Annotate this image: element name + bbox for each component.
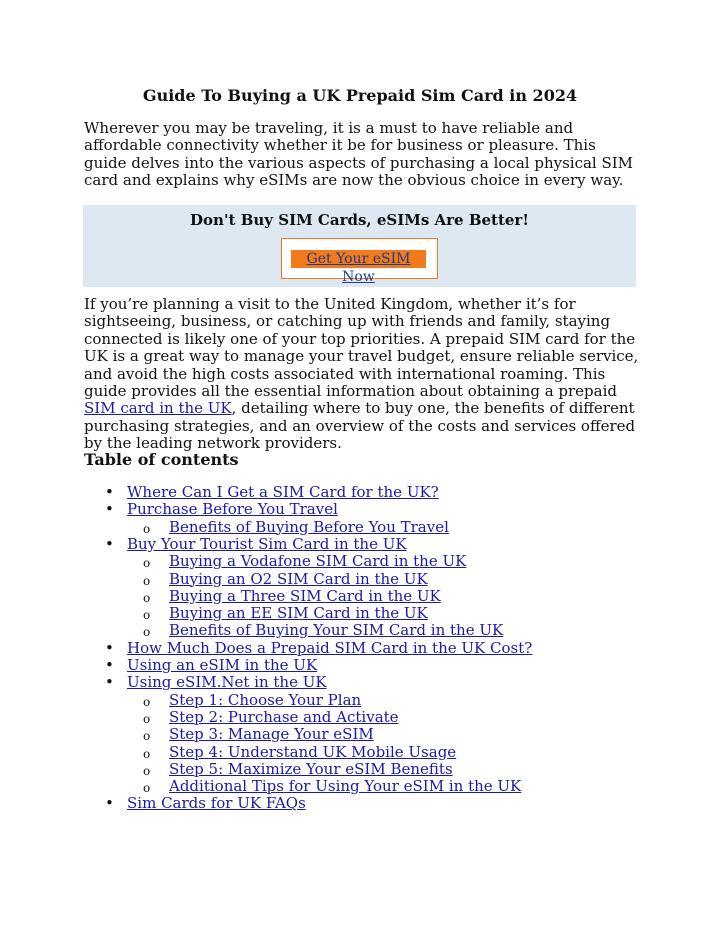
bullet-icon: • [105, 483, 114, 501]
toc-link[interactable]: Step 2: Purchase and Activate [169, 707, 399, 726]
circle-bullet-icon: o [143, 711, 151, 726]
circle-bullet-icon: o [143, 763, 151, 778]
bullet-icon: • [105, 638, 114, 657]
toc-link[interactable]: Benefits of Buying Your SIM Card in the UK [169, 621, 504, 640]
circle-bullet-icon: o [143, 608, 151, 623]
toc-item [105, 794, 306, 813]
toc-link[interactable]: Buying a Three SIM Card in the UK [169, 586, 441, 605]
toc-item [143, 777, 522, 796]
toc-link[interactable]: Purchase Before You Travel [127, 500, 338, 519]
circle-bullet-icon: o [143, 521, 151, 536]
bullet-icon: • [105, 500, 114, 519]
circle-bullet-icon: o [143, 590, 151, 605]
page-title: Guide To Buying a UK Prepaid Sim Card in 2024 [142, 86, 578, 105]
toc-link[interactable]: Using an eSIM in the UK [127, 656, 318, 674]
circle-bullet-icon: o [143, 729, 151, 744]
circle-bullet-icon: o [143, 556, 151, 571]
toc-link[interactable]: Buying an EE SIM Card in the UK [169, 604, 428, 623]
toc-link[interactable]: How Much Does a Prepaid SIM Card in the UK Cost? [127, 638, 533, 657]
toc-link[interactable]: Step 5: Maximize Your eSIM Benefits [169, 759, 453, 778]
sim-card-uk-link[interactable]: SIM card in the UK [84, 399, 232, 418]
toc-item [143, 759, 453, 778]
toc-item [105, 673, 327, 692]
toc-item [105, 500, 338, 519]
toc-item [143, 517, 449, 536]
circle-bullet-icon: o [143, 694, 151, 709]
toc-item [143, 621, 504, 640]
body-paragraph [84, 296, 640, 453]
toc-link[interactable]: Step 4: Understand UK Mobile Usage [169, 742, 457, 761]
toc-item [143, 742, 457, 761]
body-text-start: If you’re planning a visit to the United Kingdom, whether it’s for sightseeing, business, or catching up with friends and family, staying connected is likely one of your top priorities. A prepaid SIM card for the UK is a great way to manage your travel budget, ensure reliable service, and avoid the high costs associated with international roaming. This guide provides all the essential information about obtaining a prepaid [84, 295, 639, 401]
toc-item [105, 656, 318, 674]
toc-item [143, 725, 374, 744]
toc-link[interactable]: Using eSIM.Net in the UK [127, 673, 327, 692]
circle-bullet-icon: o [143, 573, 151, 588]
toc-link[interactable]: Sim Cards for UK FAQs [127, 794, 306, 813]
toc-item [143, 552, 467, 571]
toc-link[interactable]: Buying a Vodafone SIM Card in the UK [169, 552, 467, 571]
toc-link[interactable]: Step 1: Choose Your Plan [169, 690, 362, 709]
get-esim-button[interactable]: Get Your eSIM Now [291, 250, 426, 268]
bullet-icon: • [105, 656, 114, 674]
toc-item [105, 534, 407, 553]
toc-item [105, 638, 533, 657]
toc-link[interactable]: Step 3: Manage Your eSIM [169, 725, 374, 744]
toc-item [143, 569, 428, 588]
toc-link[interactable]: Benefits of Buying Before You Travel [169, 517, 449, 536]
toc-item [143, 604, 428, 623]
circle-bullet-icon: o [143, 746, 151, 761]
toc-item [143, 586, 441, 605]
toc-heading: Table of contents [84, 450, 239, 469]
toc-link[interactable]: Buying an O2 SIM Card in the UK [169, 569, 428, 588]
toc-item [105, 483, 439, 501]
cta-heading: Don't Buy SIM Cards, eSIMs Are Better! [190, 211, 529, 229]
toc-link[interactable]: Buy Your Tourist Sim Card in the UK [127, 534, 407, 553]
body-text-end: , detailing where to buy one, the benefits of different purchasing strategies, and an overview of the costs and services offered by the leading network providers. [84, 399, 636, 453]
esim-cta-box [83, 205, 636, 287]
toc-link[interactable]: Where Can I Get a SIM Card for the UK? [127, 483, 439, 501]
toc-item [143, 690, 362, 709]
intro-paragraph: Wherever you may be traveling, it is a must to have reliable and affordable connectivity whether it be for business or pleasure. This guide delves into the various aspects of purchasing a local physical SIM card and explains why eSIMs are now the obvious choice in every way. [84, 119, 634, 190]
toc-item [143, 707, 399, 726]
toc-link[interactable]: Additional Tips for Using Your eSIM in the UK [169, 777, 522, 796]
bullet-icon: • [105, 673, 114, 692]
cta-button-frame [281, 238, 438, 285]
circle-bullet-icon: o [143, 625, 151, 640]
bullet-icon: • [105, 534, 114, 553]
circle-bullet-icon: o [143, 781, 151, 796]
bullet-icon: • [105, 794, 114, 813]
